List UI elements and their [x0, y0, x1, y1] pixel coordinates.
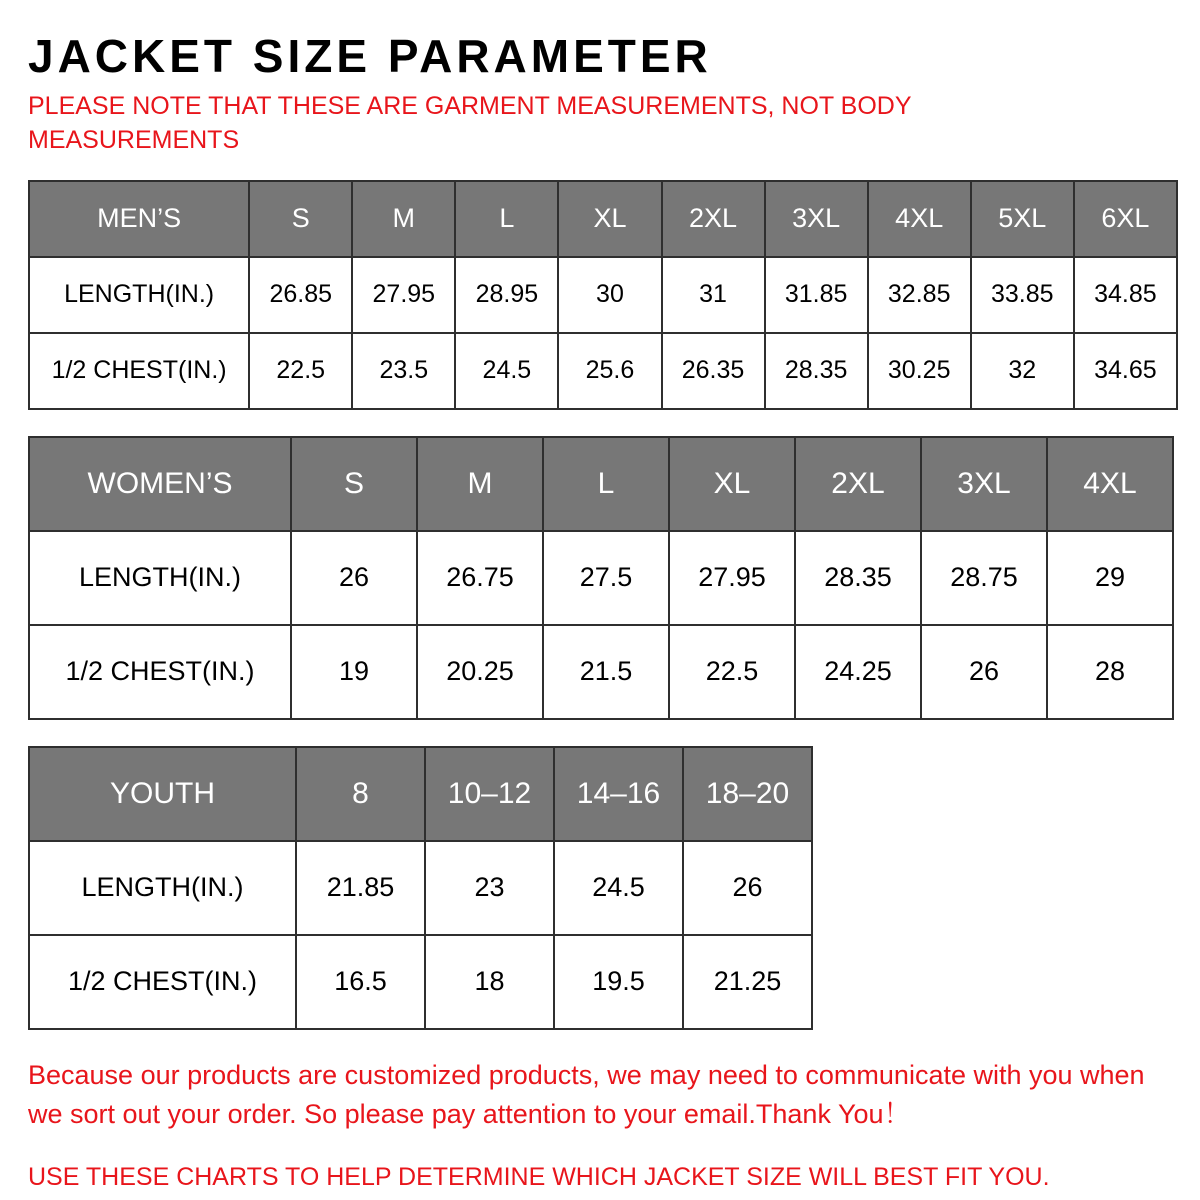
- womens-size-s: S: [291, 437, 417, 531]
- womens-length-xl: 27.95: [669, 531, 795, 625]
- youth-chest-14-16: 19.5: [554, 935, 683, 1029]
- womens-chest-2xl: 24.25: [795, 625, 921, 719]
- mens-size-3xl: 3XL: [765, 181, 868, 257]
- mens-length-m: 27.95: [352, 257, 455, 333]
- footer-customization-note: Because our products are customized products, we may need to communicate with you when we sort out your order. So please pay attention to your email.Thank You！: [28, 1059, 1145, 1129]
- mens-size-2xl: 2XL: [662, 181, 765, 257]
- mens-length-5xl: 33.85: [971, 257, 1074, 333]
- table-row: [29, 531, 1173, 625]
- mens-chest-3xl: 28.35: [765, 333, 868, 409]
- youth-length-10-12: 23: [425, 841, 554, 935]
- womens-size-4xl: 4XL: [1047, 437, 1173, 531]
- youth-chest-18-20: 21.25: [683, 935, 812, 1029]
- mens-size-6xl: 6XL: [1074, 181, 1177, 257]
- mens-table-header: [29, 181, 1177, 257]
- youth-chest-10-12: 18: [425, 935, 554, 1029]
- mens-size-m: M: [352, 181, 455, 257]
- womens-length-3xl: 28.75: [921, 531, 1047, 625]
- womens-chest-xl: 22.5: [669, 625, 795, 719]
- womens-size-l: L: [543, 437, 669, 531]
- youth-size-8: 8: [296, 747, 425, 841]
- mens-chest-label: 1/2 CHEST(IN.): [29, 333, 249, 409]
- womens-length-s: 26: [291, 531, 417, 625]
- mens-size-5xl: 5XL: [971, 181, 1074, 257]
- mens-chest-5xl: 32: [971, 333, 1074, 409]
- womens-length-2xl: 28.35: [795, 531, 921, 625]
- mens-length-6xl: 34.85: [1074, 257, 1177, 333]
- womens-size-xl: XL: [669, 437, 795, 531]
- mens-length-l: 28.95: [455, 257, 558, 333]
- womens-length-4xl: 29: [1047, 531, 1173, 625]
- womens-length-label: LENGTH(IN.): [29, 531, 291, 625]
- mens-chest-6xl: 34.65: [1074, 333, 1177, 409]
- mens-chest-l: 24.5: [455, 333, 558, 409]
- womens-size-2xl: 2XL: [795, 437, 921, 531]
- footer-chart-usage-note: USE THESE CHARTS TO HELP DETERMINE WHICH JACKET SIZE WILL BEST FIT YOU.: [28, 1163, 1050, 1192]
- mens-size-s: S: [249, 181, 352, 257]
- youth-length-14-16: 24.5: [554, 841, 683, 935]
- womens-chest-m: 20.25: [417, 625, 543, 719]
- mens-size-4xl: 4XL: [868, 181, 971, 257]
- youth-chest-label: 1/2 CHEST(IN.): [29, 935, 296, 1029]
- mens-chest-2xl: 26.35: [662, 333, 765, 409]
- table-row: [29, 181, 1177, 257]
- mens-length-4xl: 32.85: [868, 257, 971, 333]
- youth-length-label: LENGTH(IN.): [29, 841, 296, 935]
- mens-table-body: [29, 257, 1177, 409]
- mens-header-label: MEN’S: [29, 181, 249, 257]
- womens-table-header: [29, 437, 1173, 531]
- womens-size-m: M: [417, 437, 543, 531]
- womens-table-body: [29, 531, 1173, 719]
- womens-chest-3xl: 26: [921, 625, 1047, 719]
- womens-size-table: [28, 436, 1174, 720]
- mens-chest-s: 22.5: [249, 333, 352, 409]
- youth-table-header: [29, 747, 812, 841]
- mens-length-2xl: 31: [662, 257, 765, 333]
- mens-chest-m: 23.5: [352, 333, 455, 409]
- mens-length-xl: 30: [558, 257, 661, 333]
- table-row: [29, 257, 1177, 333]
- youth-size-14-16: 14–16: [554, 747, 683, 841]
- table-row: [29, 625, 1173, 719]
- womens-size-3xl: 3XL: [921, 437, 1047, 531]
- womens-chest-4xl: 28: [1047, 625, 1173, 719]
- mens-length-label: LENGTH(IN.): [29, 257, 249, 333]
- mens-length-s: 26.85: [249, 257, 352, 333]
- youth-size-table: [28, 746, 813, 1030]
- womens-chest-s: 19: [291, 625, 417, 719]
- table-row: [29, 437, 1173, 531]
- table-row: [29, 747, 812, 841]
- mens-size-table: [28, 180, 1178, 410]
- table-row: [29, 935, 812, 1029]
- womens-header-label: WOMEN’S: [29, 437, 291, 531]
- youth-length-18-20: 26: [683, 841, 812, 935]
- youth-length-8: 21.85: [296, 841, 425, 935]
- measurement-note: PLEASE NOTE THAT THESE ARE GARMENT MEASUREMENTS, NOT BODY MEASUREMENTS: [28, 92, 912, 155]
- mens-chest-4xl: 30.25: [868, 333, 971, 409]
- womens-chest-l: 21.5: [543, 625, 669, 719]
- table-row: [29, 333, 1177, 409]
- youth-table-body: [29, 841, 812, 1029]
- youth-header-label: YOUTH: [29, 747, 296, 841]
- youth-size-18-20: 18–20: [683, 747, 812, 841]
- table-row: [29, 841, 812, 935]
- page-title: JACKET SIZE PARAMETER: [28, 30, 712, 82]
- mens-length-3xl: 31.85: [765, 257, 868, 333]
- mens-size-xl: XL: [558, 181, 661, 257]
- womens-length-m: 26.75: [417, 531, 543, 625]
- youth-size-10-12: 10–12: [425, 747, 554, 841]
- womens-length-l: 27.5: [543, 531, 669, 625]
- mens-chest-xl: 25.6: [558, 333, 661, 409]
- youth-chest-8: 16.5: [296, 935, 425, 1029]
- womens-chest-label: 1/2 CHEST(IN.): [29, 625, 291, 719]
- mens-size-l: L: [455, 181, 558, 257]
